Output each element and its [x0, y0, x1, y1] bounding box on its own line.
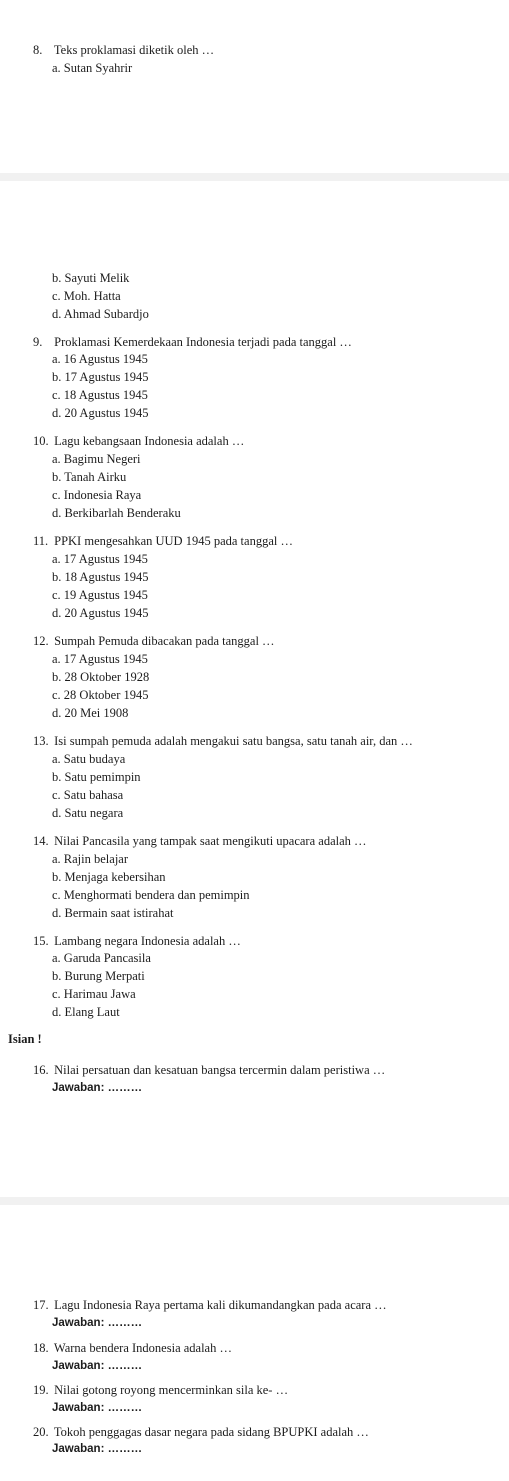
question-18: 18. Warna bendera Indonesia adalah …: [33, 1341, 232, 1355]
question-text: Proklamasi Kemerdekaan Indonesia terjadi pada tanggal …: [54, 335, 352, 349]
question-text: Nilai gotong royong mencerminkan sila ke- …: [54, 1383, 289, 1397]
option-9c: c. 18 Agustus 1945: [52, 388, 148, 402]
question-14: 14. Nilai Pancasila yang tampak saat mengikuti upacara adalah …: [33, 834, 367, 848]
question-9: 9. Proklamasi Kemerdekaan Indonesia terjadi pada tanggal …: [33, 335, 352, 349]
question-text: Teks proklamasi diketik oleh …: [53, 43, 215, 57]
question-20: 20. Tokoh penggagas dasar negara pada sidang BPUPKI adalah …: [33, 1425, 369, 1439]
question-text: Sumpah Pemuda dibacakan pada tanggal …: [54, 634, 275, 648]
option-15d: d. Elang Laut: [52, 1005, 120, 1019]
question-text: Lagu Indonesia Raya pertama kali dikumandangkan pada acara …: [54, 1298, 387, 1312]
question-19: 19. Nilai gotong royong mencerminkan sila ke- …: [33, 1383, 289, 1397]
option-11a: a. 17 Agustus 1945: [52, 552, 148, 566]
option-10d: d. Berkibarlah Benderaku: [52, 506, 181, 520]
option-12c: c. 28 Oktober 1945: [52, 688, 149, 702]
option-14a: a. Rajin belajar: [52, 852, 129, 866]
answer-blank-17[interactable]: Jawaban: ………: [52, 1317, 143, 1329]
question-text: Lambang negara Indonesia adalah …: [54, 934, 241, 948]
answer-blank-19[interactable]: Jawaban: ………: [52, 1402, 143, 1414]
option-14c: c. Menghormati bendera dan pemimpin: [52, 888, 250, 902]
question-text: Lagu kebangsaan Indonesia adalah …: [54, 434, 245, 448]
option-9d: d. 20 Agustus 1945: [52, 406, 149, 420]
option-12d: d. 20 Mei 1908: [52, 706, 129, 720]
question-10: 10. Lagu kebangsaan Indonesia adalah …: [33, 434, 245, 448]
option-15b: b. Burung Merpati: [52, 969, 145, 983]
question-17: 17. Lagu Indonesia Raya pertama kali dikumandangkan pada acara …: [33, 1298, 387, 1312]
option-8b: b. Sayuti Melik: [52, 271, 130, 285]
option-9a: a. 16 Agustus 1945: [52, 352, 148, 366]
option-15c: c. Harimau Jawa: [52, 987, 136, 1001]
question-text: Nilai persatuan dan kesatuan bangsa tercermin dalam peristiwa …: [54, 1063, 386, 1077]
option-14d: d. Bermain saat istirahat: [52, 906, 174, 920]
question-text: PPKI mengesahkan UUD 1945 pada tanggal …: [54, 534, 293, 548]
question-13: 13. Isi sumpah pemuda adalah mengakui satu bangsa, satu tanah air, dan …: [33, 734, 413, 748]
option-11b: b. 18 Agustus 1945: [52, 570, 149, 584]
question-15: 15. Lambang negara Indonesia adalah …: [33, 934, 241, 948]
question-text: Isi sumpah pemuda adalah mengakui satu bangsa, satu tanah air, dan …: [54, 734, 413, 748]
option-10c: c. Indonesia Raya: [52, 488, 142, 502]
option-13a: a. Satu budaya: [52, 752, 126, 766]
option-15a: a. Garuda Pancasila: [52, 951, 151, 965]
page-separator: [0, 173, 509, 181]
option-14b: b. Menjaga kebersihan: [52, 870, 166, 884]
question-16: 16. Nilai persatuan dan kesatuan bangsa tercermin dalam peristiwa …: [33, 1063, 386, 1077]
question-12: 12. Sumpah Pemuda dibacakan pada tanggal …: [33, 634, 275, 648]
option-9b: b. 17 Agustus 1945: [52, 370, 149, 384]
answer-blank-16[interactable]: Jawaban: ………: [52, 1082, 143, 1094]
option-11d: d. 20 Agustus 1945: [52, 606, 149, 620]
option-11c: c. 19 Agustus 1945: [52, 588, 148, 602]
answer-blank-20[interactable]: Jawaban: ………: [52, 1443, 143, 1455]
option-12b: b. 28 Oktober 1928: [52, 670, 150, 684]
question-text: Nilai Pancasila yang tampak saat mengikuti upacara adalah …: [54, 834, 367, 848]
option-8a: a. Sutan Syahrir: [52, 61, 133, 75]
option-10a: a. Bagimu Negeri: [52, 452, 141, 466]
option-10b: b. Tanah Airku: [52, 470, 127, 484]
page-separator: [0, 1197, 509, 1205]
option-8d: d. Ahmad Subardjo: [52, 307, 149, 321]
option-13d: d. Satu negara: [52, 806, 124, 820]
option-12a: a. 17 Agustus 1945: [52, 652, 148, 666]
section-title: Isian !: [8, 1032, 42, 1046]
question-text: Warna bendera Indonesia adalah …: [53, 1341, 232, 1355]
option-13c: c. Satu bahasa: [52, 788, 124, 802]
option-8c: c. Moh. Hatta: [52, 289, 121, 303]
answer-blank-18[interactable]: Jawaban: ………: [52, 1360, 143, 1372]
question-11: 11. PPKI mengesahkan UUD 1945 pada tanggal …: [33, 534, 293, 548]
question-8: 8. Teks proklamasi diketik oleh …: [33, 43, 215, 57]
option-13b: b. Satu pemimpin: [52, 770, 141, 784]
question-text: Tokoh penggagas dasar negara pada sidang BPUPKI adalah …: [53, 1425, 369, 1439]
